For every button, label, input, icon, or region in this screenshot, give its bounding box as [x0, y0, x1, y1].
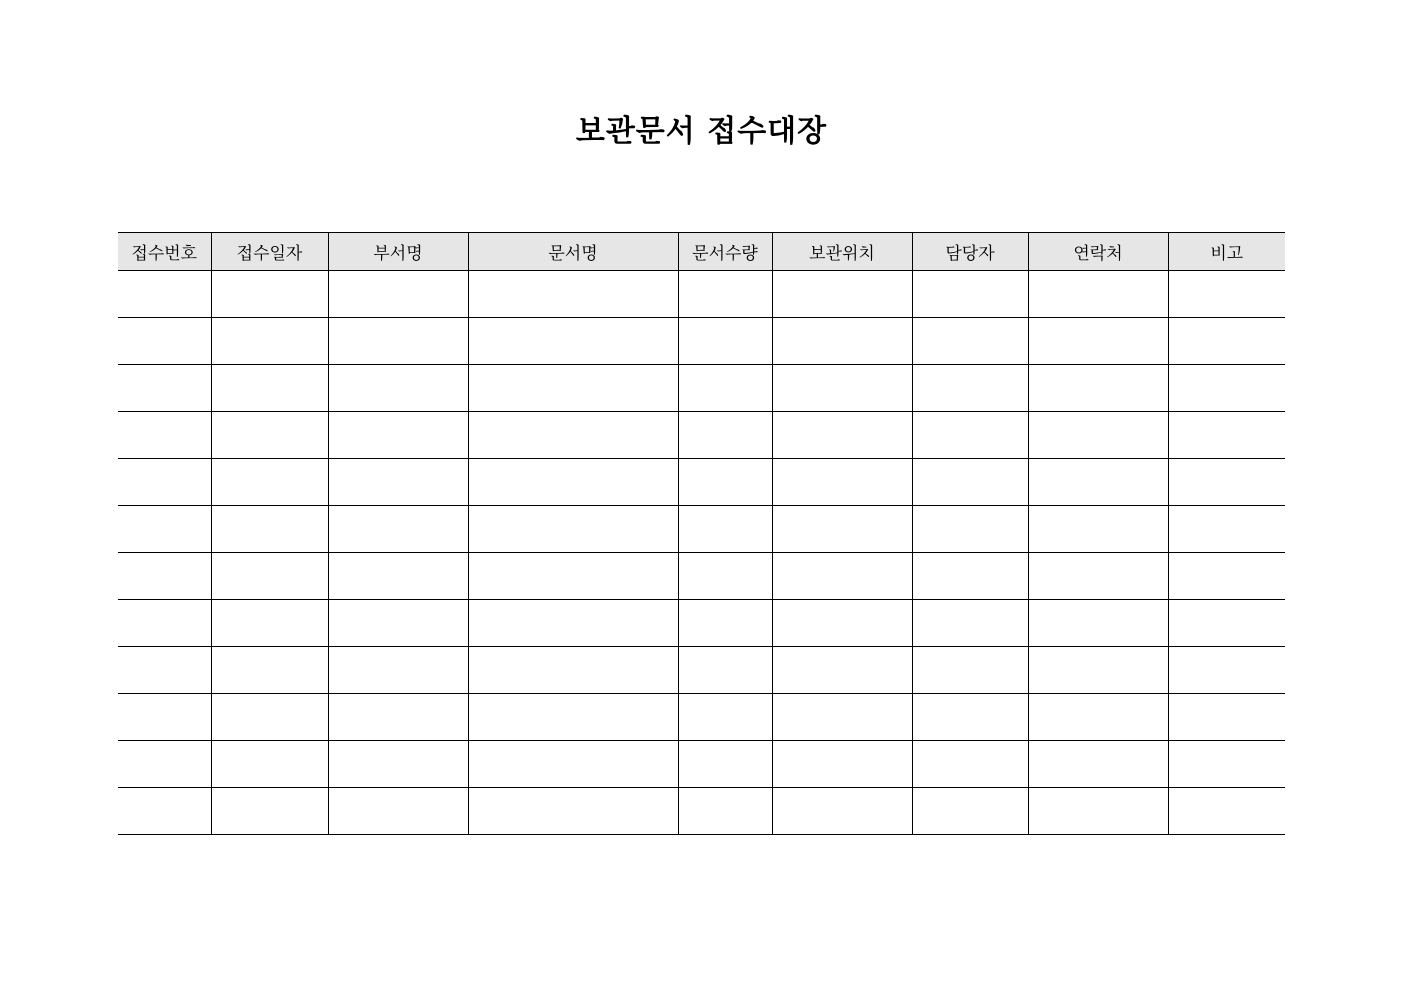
column-header-receipt-date: 접수일자: [211, 233, 328, 271]
cell-department[interactable]: [328, 506, 468, 553]
cell-receipt-date[interactable]: [211, 553, 328, 600]
column-header-quantity: 문서수량: [678, 233, 772, 271]
cell-department[interactable]: [328, 694, 468, 741]
cell-receipt-date[interactable]: [211, 412, 328, 459]
cell-manager[interactable]: [912, 600, 1028, 647]
cell-receipt-no[interactable]: [118, 412, 211, 459]
table-row: [118, 459, 1285, 506]
cell-contact[interactable]: [1028, 694, 1168, 741]
table-row: [118, 506, 1285, 553]
cell-document-name[interactable]: [468, 741, 678, 788]
cell-department[interactable]: [328, 600, 468, 647]
cell-receipt-no[interactable]: [118, 788, 211, 835]
cell-remarks[interactable]: [1168, 506, 1285, 553]
cell-remarks[interactable]: [1168, 365, 1285, 412]
cell-manager[interactable]: [912, 412, 1028, 459]
cell-contact[interactable]: [1028, 318, 1168, 365]
cell-manager[interactable]: [912, 365, 1028, 412]
cell-contact[interactable]: [1028, 271, 1168, 318]
cell-quantity[interactable]: [678, 694, 772, 741]
cell-document-name[interactable]: [468, 506, 678, 553]
cell-location[interactable]: [772, 553, 912, 600]
cell-remarks[interactable]: [1168, 647, 1285, 694]
table-row: [118, 694, 1285, 741]
column-header-contact: 연락처: [1028, 233, 1168, 271]
cell-manager[interactable]: [912, 318, 1028, 365]
cell-manager[interactable]: [912, 647, 1028, 694]
cell-document-name[interactable]: [468, 788, 678, 835]
cell-remarks[interactable]: [1168, 412, 1285, 459]
cell-receipt-no[interactable]: [118, 318, 211, 365]
cell-remarks[interactable]: [1168, 271, 1285, 318]
cell-location[interactable]: [772, 506, 912, 553]
cell-quantity[interactable]: [678, 365, 772, 412]
cell-receipt-date[interactable]: [211, 600, 328, 647]
cell-receipt-no[interactable]: [118, 271, 211, 318]
cell-receipt-date[interactable]: [211, 459, 328, 506]
cell-location[interactable]: [772, 741, 912, 788]
table-row: [118, 271, 1285, 318]
cell-receipt-date[interactable]: [211, 647, 328, 694]
cell-quantity[interactable]: [678, 788, 772, 835]
cell-department[interactable]: [328, 318, 468, 365]
cell-quantity[interactable]: [678, 741, 772, 788]
header-row: [118, 233, 1285, 271]
cell-location[interactable]: [772, 694, 912, 741]
cell-document-name[interactable]: [468, 412, 678, 459]
column-header-remarks: 비고: [1168, 233, 1285, 271]
cell-receipt-date[interactable]: [211, 694, 328, 741]
column-header-receipt-no: 접수번호: [118, 233, 211, 271]
cell-contact[interactable]: [1028, 412, 1168, 459]
cell-receipt-date[interactable]: [211, 741, 328, 788]
cell-manager[interactable]: [912, 741, 1028, 788]
cell-location[interactable]: [772, 600, 912, 647]
table-row: [118, 365, 1285, 412]
cell-contact[interactable]: [1028, 600, 1168, 647]
cell-manager[interactable]: [912, 694, 1028, 741]
cell-contact[interactable]: [1028, 788, 1168, 835]
cell-document-name[interactable]: [468, 459, 678, 506]
cell-location[interactable]: [772, 365, 912, 412]
cell-department[interactable]: [328, 741, 468, 788]
cell-manager[interactable]: [912, 553, 1028, 600]
table-row: [118, 318, 1285, 365]
cell-contact[interactable]: [1028, 506, 1168, 553]
cell-manager[interactable]: [912, 271, 1028, 318]
cell-manager[interactable]: [912, 506, 1028, 553]
column-header-document-name: 문서명: [468, 233, 678, 271]
cell-contact[interactable]: [1028, 647, 1168, 694]
cell-quantity[interactable]: [678, 647, 772, 694]
cell-department[interactable]: [328, 647, 468, 694]
cell-manager[interactable]: [912, 788, 1028, 835]
column-header-department: 부서명: [328, 233, 468, 271]
document-title: 보관문서 접수대장: [575, 114, 828, 149]
table-header: [118, 233, 1285, 271]
cell-document-name[interactable]: [468, 600, 678, 647]
cell-quantity[interactable]: [678, 553, 772, 600]
cell-department[interactable]: [328, 412, 468, 459]
cell-contact[interactable]: [1028, 365, 1168, 412]
cell-manager[interactable]: [912, 459, 1028, 506]
cell-remarks[interactable]: [1168, 788, 1285, 835]
cell-receipt-date[interactable]: [211, 271, 328, 318]
table-body: [118, 271, 1285, 835]
cell-department[interactable]: [328, 459, 468, 506]
cell-document-name[interactable]: [468, 694, 678, 741]
cell-remarks[interactable]: [1168, 318, 1285, 365]
cell-receipt-no[interactable]: [118, 506, 211, 553]
cell-location[interactable]: [772, 788, 912, 835]
table-row: [118, 412, 1285, 459]
cell-quantity[interactable]: [678, 271, 772, 318]
cell-quantity[interactable]: [678, 318, 772, 365]
table-row: [118, 600, 1285, 647]
cell-department[interactable]: [328, 788, 468, 835]
cell-receipt-no[interactable]: [118, 600, 211, 647]
cell-location[interactable]: [772, 459, 912, 506]
cell-department[interactable]: [328, 271, 468, 318]
column-header-manager: 담당자: [912, 233, 1028, 271]
table-row: [118, 647, 1285, 694]
cell-remarks[interactable]: [1168, 741, 1285, 788]
receipt-ledger-table: [118, 232, 1285, 835]
cell-department[interactable]: [328, 553, 468, 600]
cell-contact[interactable]: [1028, 741, 1168, 788]
cell-receipt-date[interactable]: [211, 506, 328, 553]
cell-location[interactable]: [772, 271, 912, 318]
cell-receipt-no[interactable]: [118, 459, 211, 506]
cell-quantity[interactable]: [678, 412, 772, 459]
cell-receipt-no[interactable]: [118, 365, 211, 412]
cell-receipt-no[interactable]: [118, 647, 211, 694]
cell-receipt-no[interactable]: [118, 694, 211, 741]
cell-document-name[interactable]: [468, 271, 678, 318]
cell-location[interactable]: [772, 647, 912, 694]
cell-receipt-no[interactable]: [118, 553, 211, 600]
table-row: [118, 741, 1285, 788]
cell-contact[interactable]: [1028, 553, 1168, 600]
cell-remarks[interactable]: [1168, 600, 1285, 647]
cell-location[interactable]: [772, 318, 912, 365]
table-row: [118, 788, 1285, 835]
cell-quantity[interactable]: [678, 600, 772, 647]
cell-document-name[interactable]: [468, 318, 678, 365]
table-row: [118, 553, 1285, 600]
cell-remarks[interactable]: [1168, 694, 1285, 741]
cell-document-name[interactable]: [468, 647, 678, 694]
cell-quantity[interactable]: [678, 506, 772, 553]
cell-contact[interactable]: [1028, 459, 1168, 506]
cell-receipt-no[interactable]: [118, 741, 211, 788]
cell-document-name[interactable]: [468, 365, 678, 412]
cell-remarks[interactable]: [1168, 459, 1285, 506]
cell-quantity[interactable]: [678, 459, 772, 506]
cell-remarks[interactable]: [1168, 553, 1285, 600]
cell-document-name[interactable]: [468, 553, 678, 600]
column-header-location: 보관위치: [772, 233, 912, 271]
cell-receipt-date[interactable]: [211, 318, 328, 365]
cell-receipt-date[interactable]: [211, 365, 328, 412]
cell-location[interactable]: [772, 412, 912, 459]
cell-department[interactable]: [328, 365, 468, 412]
cell-receipt-date[interactable]: [211, 788, 328, 835]
